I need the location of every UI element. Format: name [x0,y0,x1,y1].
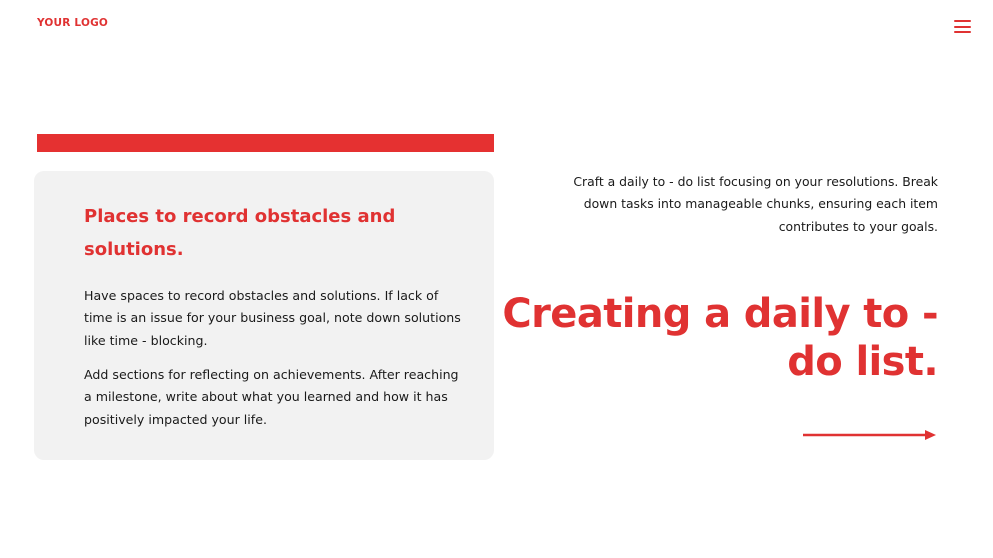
menu-line [954,26,971,28]
info-card [34,171,494,460]
arrow-right-svg [803,429,936,441]
description-text: Craft a daily to - do list focusing on your resolutions. Break down tasks into manageable chunks, ensuring each item contributes to your goals. [573,174,938,234]
logo[interactable]: YOUR LOGO [37,17,109,29]
card-paragraph-2: Add sections for reflecting on achievements. After reaching a milestone, write about what you learned and how it has positively impacted your life. [84,367,459,427]
page-heading: Creating a daily to - do list. [502,291,938,385]
hamburger-menu-icon[interactable] [954,20,971,33]
arrow-right-icon[interactable] [803,428,936,440]
menu-line [954,20,971,22]
menu-line [954,31,971,33]
card-paragraph-1: Have spaces to record obstacles and solutions. If lack of time is an issue for your business goal, note down solutions like time - blocking. [84,288,461,348]
card-title: Places to record obstacles and solutions. [84,206,396,260]
accent-bar [37,134,494,152]
